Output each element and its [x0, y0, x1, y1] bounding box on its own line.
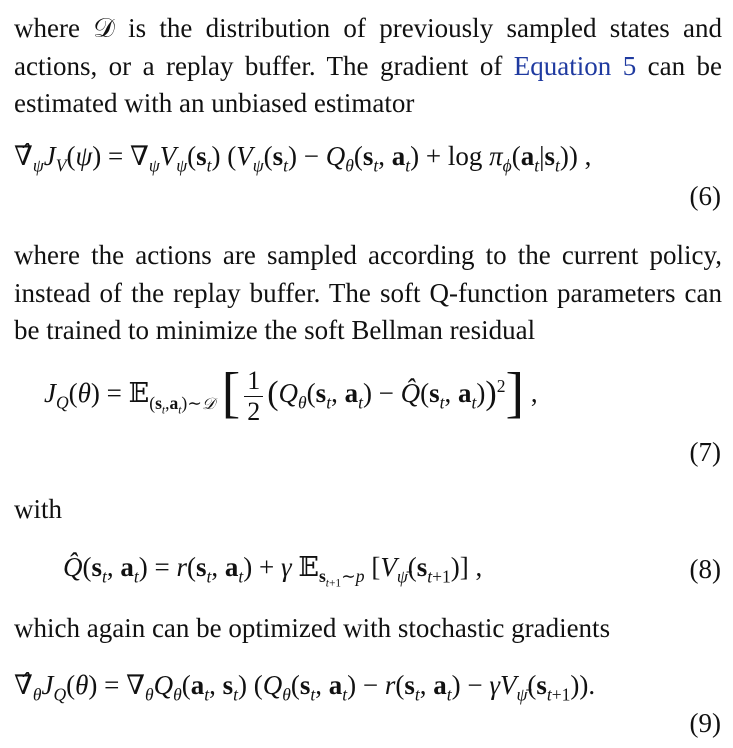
paragraph-text: where 𝒟 is the distribution of previously sampled states and actions, or a replay buffer. The gradient of — [14, 13, 722, 81]
equation-9-number: (9) — [689, 708, 721, 738]
equation-6-body: $\nablâ_\psi J_V(\psi) = \nabla_\psi V_\psi(s_t) (V_\psi(s_t) - Q_\theta(s_t$, $a_t) + \log \pi_\phi(a_t|s_t)$) , — [14, 141, 592, 176]
equation-8-number: (8) — [689, 554, 721, 584]
equation-5-link[interactable]: Equation 5 — [513, 50, 637, 81]
equation-6 — [0, 141, 733, 181]
paragraph-text: can be estimated with an unbiased estimator — [14, 50, 723, 118]
paragraph-replay-buffer — [14, 10, 722, 123]
one-half-fraction: $\frac{1}{2}$ — [244, 366, 263, 427]
equation-7-body: $J_Q(\theta)$ = 𝔼$_{(s_t,a_t)\sim 𝒟}$ [ $\frac{1}{2}$ ($Q_\theta(s_t$, $a_t$) − $Q̂(s_t$, $a_t))^2$] , — [44, 362, 538, 426]
paragraph-soft-q: where the actions are sampled according to the current policy, instead of the replay buffer. The soft Q-function parameters can be trained to minimize the soft Bellman residual — [14, 240, 722, 345]
equation-7-number: (7) — [689, 437, 721, 467]
equation-6-number: (6) — [689, 181, 721, 211]
equation-8 — [0, 552, 733, 592]
paragraph-with: with — [14, 494, 63, 524]
equation-9 — [0, 670, 733, 710]
equation-9-body: $\nablâ_\theta J_Q(\theta) = \nabla_\theta Q_\theta(a_t$, $s_t$) ($Q_\theta(s_t$, $a_t) - r(s_t$, $a_t) - \gamma V_{\psī}(s_{t+1})$). — [14, 670, 596, 705]
equation-8-body: $Q̂(s_t$, $a_t) = r(s_t$, $a_t) + \gamma$ 𝔼$_{s_{t+1}\sim p}$ $[V_{\psī}(s_{t+1})]$ , — [63, 552, 483, 590]
equation-7 — [0, 360, 733, 430]
paragraph-stochastic-gradients: which again can be optimized with stochastic gradients — [14, 613, 611, 643]
